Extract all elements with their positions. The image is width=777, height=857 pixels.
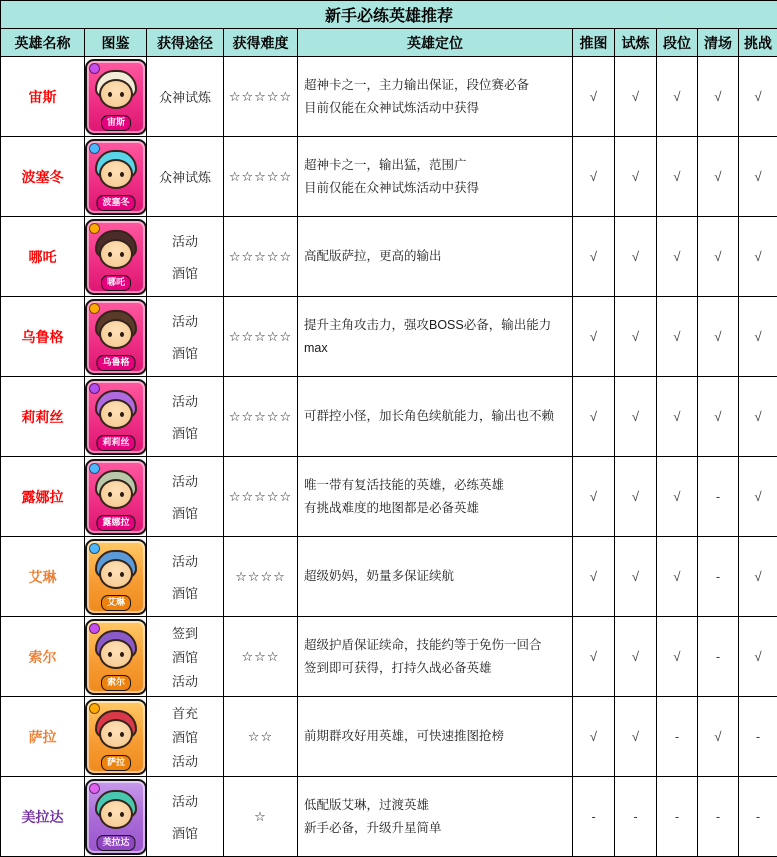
card-gem-icon (89, 463, 100, 474)
obtain-path-cell (147, 217, 224, 297)
hero-card-label: 艾琳 (101, 595, 131, 611)
obtain-path-cell (147, 57, 224, 137)
obtain-path-stack (147, 219, 223, 295)
mark-rank: √ (657, 457, 698, 537)
hero-eye (108, 492, 112, 497)
mark-rank: √ (657, 217, 698, 297)
hero-name: 艾琳 (1, 537, 85, 617)
hero-eye (108, 812, 112, 817)
mark-push-map: √ (573, 457, 615, 537)
col-header-portrait: 图鉴 (85, 29, 147, 57)
hero-card (85, 699, 147, 775)
mark-rank: √ (657, 377, 698, 457)
hero-eye (120, 92, 124, 97)
hero-role-cell (298, 297, 573, 377)
card-gem-icon (89, 63, 100, 74)
mark-push-map: - (573, 777, 615, 857)
hero-role-text (298, 245, 572, 268)
mark-challenge: √ (739, 57, 777, 137)
hero-role-text (298, 314, 572, 359)
hero-role-text (298, 74, 572, 119)
hero-row-露娜拉 (1, 457, 777, 537)
hero-role-line: 目前仅能在众神试炼活动中获得 (304, 97, 566, 120)
hero-card-label: 波塞冬 (96, 195, 135, 211)
hero-role-cell (298, 217, 573, 297)
hero-name: 美拉达 (1, 777, 85, 857)
obtain-path-item: 活动 (147, 751, 223, 770)
hero-card (85, 619, 147, 695)
mark-rank: √ (657, 57, 698, 137)
card-gem-icon (89, 623, 100, 634)
hero-face (99, 319, 133, 349)
hero-role-text (298, 794, 572, 839)
hero-face (99, 159, 133, 189)
hero-face (99, 559, 133, 589)
col-header-difficulty: 获得难度 (224, 29, 298, 57)
hero-row-索尔 (1, 617, 777, 697)
mark-push-map: √ (573, 377, 615, 457)
obtain-path-item: 首充 (147, 703, 223, 722)
mark-rank: √ (657, 617, 698, 697)
mark-clear: - (698, 617, 739, 697)
hero-card-label: 露娜拉 (96, 515, 135, 531)
difficulty-stars: ☆☆☆☆☆ (224, 377, 298, 457)
hero-eye (108, 92, 112, 97)
difficulty-stars: ☆ (224, 777, 298, 857)
hero-portrait-cell (85, 137, 147, 217)
mark-challenge: √ (739, 377, 777, 457)
hero-eye (120, 572, 124, 577)
hero-face (99, 799, 133, 829)
hero-role-cell (298, 377, 573, 457)
obtain-path-stack (147, 699, 223, 775)
hero-name: 波塞冬 (1, 137, 85, 217)
obtain-path-cell (147, 697, 224, 777)
mark-clear: √ (698, 297, 739, 377)
obtain-path-stack (147, 779, 223, 855)
mark-trial: √ (615, 457, 657, 537)
hero-face (99, 399, 133, 429)
col-header-trial: 试炼 (615, 29, 657, 57)
mark-push-map: √ (573, 57, 615, 137)
difficulty-stars: ☆☆☆☆☆ (224, 217, 298, 297)
hero-row-艾琳 (1, 537, 777, 617)
mark-challenge: - (739, 697, 777, 777)
hero-row-萨拉 (1, 697, 777, 777)
hero-eye (120, 172, 124, 177)
hero-role-line: 超神卡之一，输出猛，范围广 (304, 154, 566, 177)
mark-push-map: √ (573, 137, 615, 217)
obtain-path-item: 活动 (147, 391, 223, 410)
mark-challenge: √ (739, 217, 777, 297)
mark-trial: √ (615, 137, 657, 217)
hero-role-cell (298, 537, 573, 617)
mark-push-map: √ (573, 217, 615, 297)
col-header-push-map: 推图 (573, 29, 615, 57)
obtain-path-item: 酒馆 (147, 727, 223, 746)
obtain-path-item: 酒馆 (147, 503, 223, 522)
hero-face (99, 639, 133, 669)
hero-row-美拉达 (1, 777, 777, 857)
hero-role-line: 超级奶妈，奶量多保证续航 (304, 565, 566, 588)
mark-trial: √ (615, 297, 657, 377)
hero-name: 索尔 (1, 617, 85, 697)
hero-portrait-cell (85, 617, 147, 697)
hero-eye (120, 492, 124, 497)
mark-trial: √ (615, 617, 657, 697)
hero-role-cell (298, 137, 573, 217)
hero-card-label: 宙斯 (101, 115, 131, 131)
mark-rank: - (657, 697, 698, 777)
hero-role-text (298, 474, 572, 519)
card-gem-icon (89, 303, 100, 314)
hero-role-line: 有挑战难度的地图都是必备英雄 (304, 497, 566, 520)
difficulty-stars: ☆☆☆ (224, 617, 298, 697)
hero-eye (108, 332, 112, 337)
obtain-path-cell (147, 457, 224, 537)
mark-trial: √ (615, 697, 657, 777)
hero-eye (120, 732, 124, 737)
mark-rank: √ (657, 537, 698, 617)
mark-push-map: √ (573, 537, 615, 617)
hero-name: 哪吒 (1, 217, 85, 297)
hero-eye (108, 172, 112, 177)
obtain-path-cell (147, 297, 224, 377)
hero-card (85, 219, 147, 295)
hero-name: 露娜拉 (1, 457, 85, 537)
difficulty-stars: ☆☆☆☆☆ (224, 297, 298, 377)
mark-rank: √ (657, 137, 698, 217)
card-gem-icon (89, 703, 100, 714)
hero-face (99, 79, 133, 109)
hero-role-text (298, 634, 572, 679)
mark-clear: - (698, 457, 739, 537)
mark-clear: - (698, 777, 739, 857)
obtain-path-stack (147, 299, 223, 375)
obtain-path-cell (147, 777, 224, 857)
hero-eye (120, 332, 124, 337)
hero-eye (120, 812, 124, 817)
obtain-path-item: 酒馆 (147, 647, 223, 666)
mark-clear: √ (698, 377, 739, 457)
hero-role-line: 高配版萨拉，更高的输出 (304, 245, 566, 268)
col-header-rank: 段位 (657, 29, 698, 57)
hero-card-label: 乌鲁格 (96, 355, 135, 371)
obtain-path-item: 活动 (147, 231, 223, 250)
mark-clear: - (698, 537, 739, 617)
card-gem-icon (89, 543, 100, 554)
obtain-path-stack (147, 59, 223, 135)
obtain-path-item: 活动 (147, 671, 223, 690)
hero-role-line: 新手必备，升级升星简单 (304, 817, 566, 840)
mark-push-map: √ (573, 617, 615, 697)
hero-row-哪吒 (1, 217, 777, 297)
hero-role-line: 前期群攻好用英雄，可快速推图抢榜 (304, 725, 566, 748)
obtain-path-stack (147, 459, 223, 535)
difficulty-stars: ☆☆ (224, 697, 298, 777)
hero-card (85, 379, 147, 455)
hero-eye (108, 412, 112, 417)
col-header-challenge: 挑战 (739, 29, 777, 57)
obtain-path-item: 众神试炼 (147, 167, 223, 186)
hero-portrait-cell (85, 297, 147, 377)
hero-card (85, 779, 147, 855)
mark-rank: - (657, 777, 698, 857)
obtain-path-stack (147, 619, 223, 695)
mark-challenge: √ (739, 137, 777, 217)
mark-rank: √ (657, 297, 698, 377)
hero-row-乌鲁格 (1, 297, 777, 377)
mark-push-map: √ (573, 697, 615, 777)
hero-row-波塞冬 (1, 137, 777, 217)
mark-challenge: √ (739, 537, 777, 617)
mark-challenge: - (739, 777, 777, 857)
mark-challenge: √ (739, 457, 777, 537)
hero-card (85, 459, 147, 535)
hero-table-body (1, 57, 777, 857)
hero-role-line: 可群控小怪，加长角色续航能力，输出也不赖 (304, 405, 566, 428)
mark-challenge: √ (739, 297, 777, 377)
card-gem-icon (89, 143, 100, 154)
obtain-path-cell (147, 377, 224, 457)
mark-trial: √ (615, 537, 657, 617)
hero-portrait-cell (85, 777, 147, 857)
title-row (1, 1, 777, 29)
difficulty-stars: ☆☆☆☆☆ (224, 57, 298, 137)
hero-card (85, 59, 147, 135)
hero-face (99, 719, 133, 749)
obtain-path-stack (147, 539, 223, 615)
page-title: 新手必练英雄推荐 (1, 1, 777, 29)
card-gem-icon (89, 383, 100, 394)
hero-role-line: 唯一带有复活技能的英雄，必练英雄 (304, 474, 566, 497)
hero-role-text (298, 725, 572, 748)
mark-clear: √ (698, 697, 739, 777)
col-header-role: 英雄定位 (298, 29, 573, 57)
mark-push-map: √ (573, 297, 615, 377)
hero-eye (120, 652, 124, 657)
obtain-path-stack (147, 379, 223, 455)
hero-role-text (298, 565, 572, 588)
obtain-path-cell (147, 137, 224, 217)
hero-card-label: 哪吒 (101, 275, 131, 291)
hero-name: 萨拉 (1, 697, 85, 777)
hero-table-head (1, 1, 777, 57)
col-header-clear: 清场 (698, 29, 739, 57)
hero-face (99, 239, 133, 269)
hero-portrait-cell (85, 457, 147, 537)
obtain-path-cell (147, 537, 224, 617)
difficulty-stars: ☆☆☆☆ (224, 537, 298, 617)
hero-role-line: 提升主角攻击力，强攻BOSS必备，输出能力max (304, 314, 566, 359)
obtain-path-item: 活动 (147, 311, 223, 330)
hero-role-text (298, 154, 572, 199)
hero-card-label: 索尔 (101, 675, 131, 691)
obtain-path-stack (147, 139, 223, 215)
obtain-path-item: 活动 (147, 791, 223, 810)
hero-face (99, 479, 133, 509)
col-header-obtain-path: 获得途径 (147, 29, 224, 57)
card-gem-icon (89, 783, 100, 794)
card-gem-icon (89, 223, 100, 234)
hero-eye (108, 732, 112, 737)
hero-role-cell (298, 777, 573, 857)
obtain-path-item: 酒馆 (147, 263, 223, 282)
hero-eye (120, 412, 124, 417)
obtain-path-item: 活动 (147, 471, 223, 490)
hero-portrait-cell (85, 697, 147, 777)
mark-trial: √ (615, 217, 657, 297)
hero-eye (108, 572, 112, 577)
hero-name: 宙斯 (1, 57, 85, 137)
mark-trial: - (615, 777, 657, 857)
hero-role-cell (298, 617, 573, 697)
hero-card-label: 美拉达 (96, 835, 135, 851)
hero-role-line: 签到即可获得，打持久战必备英雄 (304, 657, 566, 680)
hero-portrait-cell (85, 537, 147, 617)
mark-clear: √ (698, 137, 739, 217)
hero-card (85, 139, 147, 215)
hero-role-cell (298, 457, 573, 537)
hero-portrait-cell (85, 57, 147, 137)
hero-card-label: 莉莉丝 (96, 435, 135, 451)
hero-portrait-cell (85, 217, 147, 297)
column-header-row (1, 29, 777, 57)
mark-clear: √ (698, 57, 739, 137)
mark-clear: √ (698, 217, 739, 297)
hero-card (85, 299, 147, 375)
hero-card (85, 539, 147, 615)
hero-role-line: 低配版艾琳，过渡英雄 (304, 794, 566, 817)
hero-eye (120, 252, 124, 257)
hero-eye (108, 652, 112, 657)
hero-role-text (298, 405, 572, 428)
difficulty-stars: ☆☆☆☆☆ (224, 457, 298, 537)
hero-name: 乌鲁格 (1, 297, 85, 377)
mark-challenge: √ (739, 617, 777, 697)
obtain-path-item: 众神试炼 (147, 87, 223, 106)
hero-role-line: 目前仅能在众神试炼活动中获得 (304, 177, 566, 200)
obtain-path-item: 酒馆 (147, 423, 223, 442)
hero-row-宙斯 (1, 57, 777, 137)
hero-role-cell (298, 57, 573, 137)
obtain-path-item: 活动 (147, 551, 223, 570)
obtain-path-cell (147, 617, 224, 697)
mark-trial: √ (615, 377, 657, 457)
hero-role-line: 超神卡之一，主力输出保证，段位赛必备 (304, 74, 566, 97)
hero-name: 莉莉丝 (1, 377, 85, 457)
obtain-path-item: 酒馆 (147, 343, 223, 362)
obtain-path-item: 酒馆 (147, 823, 223, 842)
mark-trial: √ (615, 57, 657, 137)
hero-row-莉莉丝 (1, 377, 777, 457)
hero-role-line: 超级护盾保证续命，技能约等于免伤一回合 (304, 634, 566, 657)
hero-portrait-cell (85, 377, 147, 457)
difficulty-stars: ☆☆☆☆☆ (224, 137, 298, 217)
obtain-path-item: 酒馆 (147, 583, 223, 602)
hero-eye (108, 252, 112, 257)
hero-card-label: 萨拉 (101, 755, 131, 771)
obtain-path-item: 签到 (147, 623, 223, 642)
col-header-hero-name: 英雄名称 (1, 29, 85, 57)
hero-role-cell (298, 697, 573, 777)
